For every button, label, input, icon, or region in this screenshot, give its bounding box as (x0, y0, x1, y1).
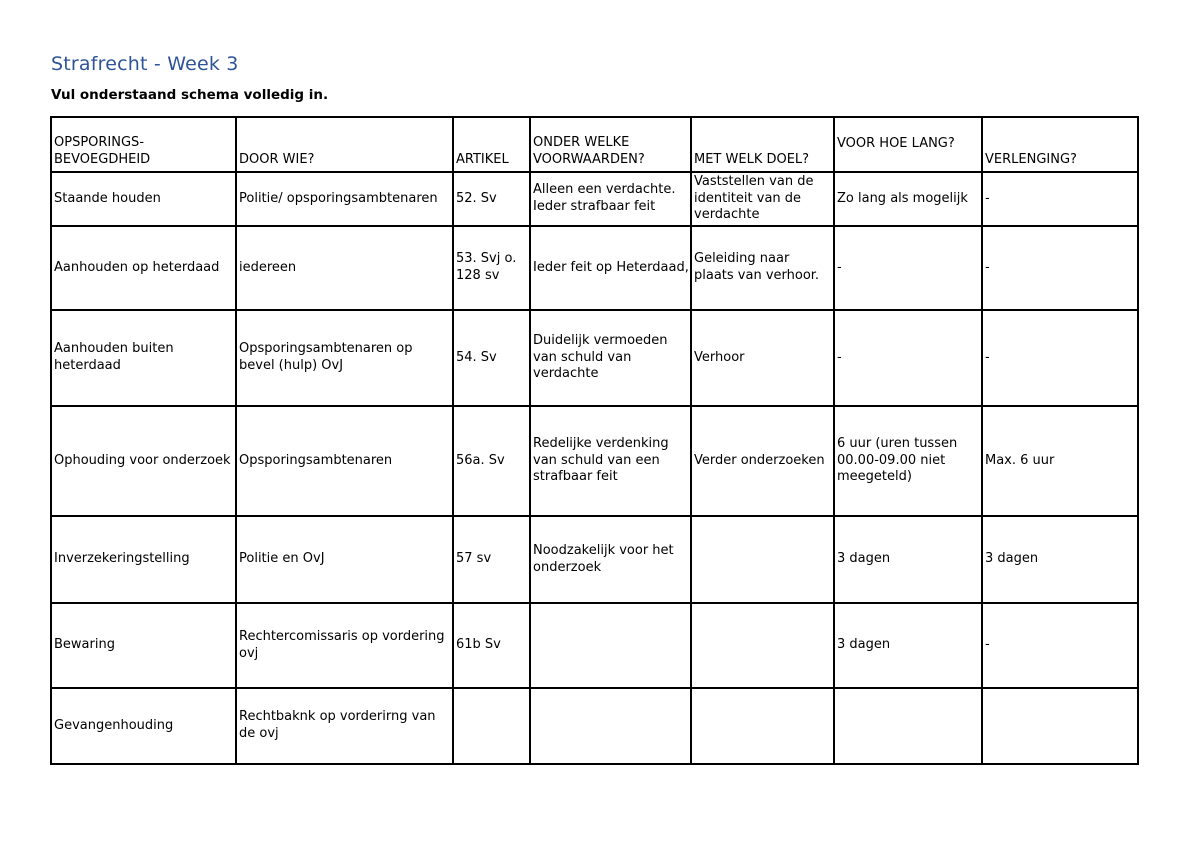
cell-voorwaarden: Ieder feit op Heterdaad, (530, 226, 691, 310)
cell-doel: Verhoor (691, 310, 834, 406)
cell-hoe-lang: - (834, 310, 982, 406)
cell-door-wie: iedereen (236, 226, 453, 310)
cell-door-wie: Politie en OvJ (236, 516, 453, 603)
cell-doel (691, 688, 834, 764)
table-header-row (51, 117, 1138, 172)
cell-artikel: 56a. Sv (453, 406, 530, 516)
cell-voorwaarden: Duidelijk vermoeden van schuld van verdachte (530, 310, 691, 406)
table-row (51, 226, 1138, 310)
table-row (51, 172, 1138, 226)
cell-artikel: 52. Sv (453, 172, 530, 226)
table-row (51, 516, 1138, 603)
cell-bevoegdheid: Gevangenhouding (51, 688, 236, 764)
cell-artikel: 61b Sv (453, 603, 530, 688)
cell-doel: Geleiding naar plaats van verhoor. (691, 226, 834, 310)
table-row (51, 688, 1138, 764)
cell-door-wie: Opsporingsambtenaren (236, 406, 453, 516)
cell-voorwaarden: Redelijke verdenking van schuld van een strafbaar feit (530, 406, 691, 516)
cell-voorwaarden (530, 688, 691, 764)
cell-hoe-lang: - (834, 226, 982, 310)
cell-voorwaarden: Alleen een verdachte. Ieder strafbaar feit (530, 172, 691, 226)
header-hoe-lang: VOOR HOE LANG? (834, 117, 982, 172)
cell-bevoegdheid: Aanhouden op heterdaad (51, 226, 236, 310)
cell-doel (691, 516, 834, 603)
document-title: Strafrecht - Week 3 (51, 53, 239, 75)
cell-hoe-lang: 6 uur (uren tussen 00.00-09.00 niet meegeteld) (834, 406, 982, 516)
cell-verlenging: - (982, 603, 1138, 688)
table-row (51, 406, 1138, 516)
cell-hoe-lang: 3 dagen (834, 603, 982, 688)
cell-artikel: 57 sv (453, 516, 530, 603)
cell-voorwaarden (530, 603, 691, 688)
cell-artikel (453, 688, 530, 764)
table-row (51, 603, 1138, 688)
header-artikel: ARTIKEL (453, 117, 530, 172)
header-door-wie: DOOR WIE? (236, 117, 453, 172)
cell-bevoegdheid: Bewaring (51, 603, 236, 688)
header-voorwaarden: ONDER WELKE VOORWAARDEN? (530, 117, 691, 172)
cell-artikel: 54. Sv (453, 310, 530, 406)
table-row (51, 310, 1138, 406)
cell-bevoegdheid: Inverzekeringstelling (51, 516, 236, 603)
cell-hoe-lang: 3 dagen (834, 516, 982, 603)
cell-verlenging (982, 688, 1138, 764)
header-doel: MET WELK DOEL? (691, 117, 834, 172)
cell-verlenging: - (982, 310, 1138, 406)
cell-verlenging: Max. 6 uur (982, 406, 1138, 516)
cell-doel: Vaststellen van de identiteit van de verdachte (691, 172, 834, 226)
cell-bevoegdheid: Staande houden (51, 172, 236, 226)
cell-artikel: 53. Svj o. 128 sv (453, 226, 530, 310)
cell-doel: Verder onderzoeken (691, 406, 834, 516)
cell-doel (691, 603, 834, 688)
header-opsporingsbevoegdheid: OPSPORINGS- BEVOEGDHEID (51, 117, 236, 172)
cell-door-wie: Rechtbaknk op vorderirng van de ovj (236, 688, 453, 764)
cell-verlenging: - (982, 172, 1138, 226)
cell-hoe-lang: Zo lang als mogelijk (834, 172, 982, 226)
cell-door-wie: Opsporingsambtenaren op bevel (hulp) OvJ (236, 310, 453, 406)
cell-voorwaarden: Noodzakelijk voor het onderzoek (530, 516, 691, 603)
schema-table (50, 116, 1139, 765)
cell-door-wie: Rechtercomissaris op vordering ovj (236, 603, 453, 688)
cell-hoe-lang (834, 688, 982, 764)
instruction-text: Vul onderstaand schema volledig in. (51, 87, 329, 103)
cell-bevoegdheid: Ophouding voor onderzoek (51, 406, 236, 516)
cell-verlenging: 3 dagen (982, 516, 1138, 603)
cell-verlenging: - (982, 226, 1138, 310)
cell-bevoegdheid: Aanhouden buiten heterdaad (51, 310, 236, 406)
cell-door-wie: Politie/ opsporingsambtenaren (236, 172, 453, 226)
header-verlenging: VERLENGING? (982, 117, 1138, 172)
